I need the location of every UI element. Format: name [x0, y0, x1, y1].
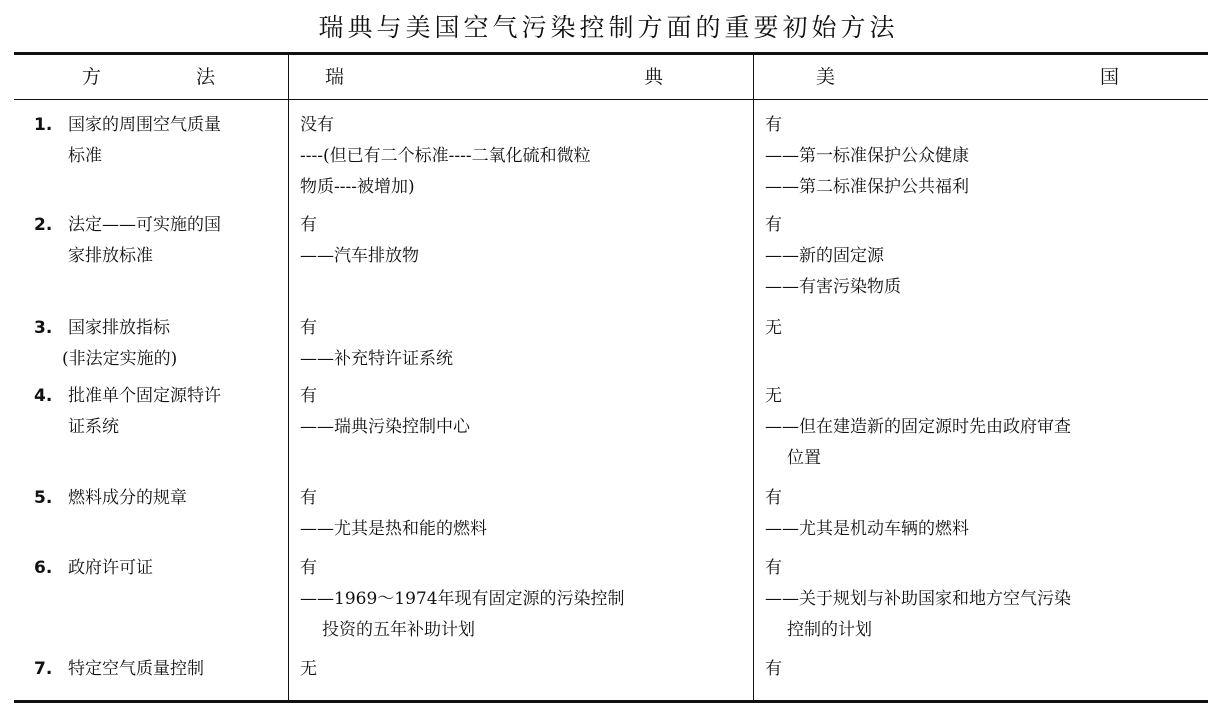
method-cell	[34, 210, 286, 272]
sweden-text: ——尤其是热和能的燃料	[300, 519, 487, 539]
header-sweden-char: 典	[644, 66, 664, 88]
method-text: 政府许可证	[68, 558, 153, 578]
row-number: 5.	[34, 488, 53, 508]
header-sweden	[289, 59, 753, 95]
sweden-text: 有	[300, 215, 317, 235]
sweden-cell	[300, 381, 750, 443]
method-text: 特定空气质量控制	[68, 659, 204, 679]
row-number: 2.	[34, 215, 53, 235]
sweden-text: ——1969～1974年现有固定源的污染控制	[300, 589, 625, 609]
method-text: 国家的周围空气质量	[68, 115, 221, 135]
usa-text: 有	[765, 215, 782, 235]
sweden-cell	[300, 210, 750, 272]
row-number: 7.	[34, 659, 53, 679]
usa-text: ——第二标准保护公共福利	[765, 177, 969, 197]
method-cell	[34, 553, 286, 584]
usa-cell	[765, 110, 1208, 203]
usa-text: 有	[765, 488, 782, 508]
table-bottom-rule	[14, 700, 1208, 703]
usa-text: ——有害污染物质	[765, 277, 901, 297]
header-method-char: 法	[196, 66, 216, 88]
sweden-cell	[300, 483, 750, 545]
header-method-char: 方	[82, 66, 102, 88]
method-cell	[34, 110, 286, 172]
usa-text: 有	[765, 659, 782, 679]
sweden-text: 有	[300, 386, 317, 406]
usa-text: ——第一标准保护公众健康	[765, 146, 969, 166]
row-number: 4.	[34, 386, 53, 406]
header-usa-char: 美	[816, 66, 836, 88]
sweden-text: 物质----被增加)	[300, 177, 415, 197]
usa-cell	[765, 381, 1208, 474]
header-method	[14, 59, 288, 95]
sweden-text: ----(但已有二个标准----二氧化硫和微粒	[300, 146, 591, 166]
method-cell	[34, 313, 286, 375]
usa-cell	[765, 483, 1208, 545]
header-sweden-char: 瑞	[325, 66, 345, 88]
usa-cell	[765, 210, 1208, 303]
column-divider	[288, 55, 289, 700]
usa-text: 无	[765, 318, 782, 338]
method-text: 国家排放指标	[68, 318, 170, 338]
header-usa	[754, 59, 1208, 95]
usa-text: ——但在建造新的固定源时先由政府审查	[765, 417, 1071, 437]
sweden-cell	[300, 110, 750, 203]
sweden-cell	[300, 313, 750, 375]
row-number: 6.	[34, 558, 53, 578]
method-text: 证系统	[68, 417, 119, 437]
usa-text: ——关于规划与补助国家和地方空气污染	[765, 589, 1071, 609]
usa-text: 有	[765, 558, 782, 578]
sweden-text: 有	[300, 558, 317, 578]
usa-text: ——尤其是机动车辆的燃料	[765, 519, 969, 539]
sweden-cell	[300, 553, 750, 646]
usa-text: 控制的计划	[787, 620, 872, 640]
sweden-text: ——瑞典污染控制中心	[300, 417, 470, 437]
column-divider	[753, 55, 754, 700]
method-cell	[34, 654, 286, 685]
page-title: 瑞典与美国空气污染控制方面的重要初始方法	[318, 13, 899, 42]
method-text: 家排放标准	[68, 246, 153, 266]
usa-text: 有	[765, 115, 782, 135]
method-cell	[34, 483, 286, 514]
row-number: 3.	[34, 318, 53, 338]
method-text: 法定——可实施的国	[68, 215, 221, 235]
sweden-text: 没有	[300, 115, 334, 135]
sweden-text: 投资的五年补助计划	[322, 620, 475, 640]
sweden-text: 有	[300, 318, 317, 338]
sweden-text: ——汽车排放物	[300, 246, 419, 266]
method-text: 批准单个固定源特许	[68, 386, 221, 406]
sweden-cell	[300, 654, 750, 685]
usa-cell	[765, 654, 1208, 685]
table-top-rule	[14, 52, 1208, 55]
sweden-text: 有	[300, 488, 317, 508]
table-header-rule	[14, 99, 1208, 100]
usa-cell	[765, 313, 1208, 344]
usa-text: 无	[765, 386, 782, 406]
method-text: (非法定实施的)	[62, 349, 178, 369]
usa-text: 位置	[787, 448, 821, 468]
usa-text: ——新的固定源	[765, 246, 884, 266]
sweden-text: ——补充特许证系统	[300, 349, 453, 369]
row-number: 1.	[34, 115, 53, 135]
usa-cell	[765, 553, 1208, 646]
method-text: 标准	[68, 146, 102, 166]
method-cell	[34, 381, 286, 443]
sweden-text: 无	[300, 659, 317, 679]
method-text: 燃料成分的规章	[68, 488, 187, 508]
header-usa-char: 国	[1100, 66, 1120, 88]
